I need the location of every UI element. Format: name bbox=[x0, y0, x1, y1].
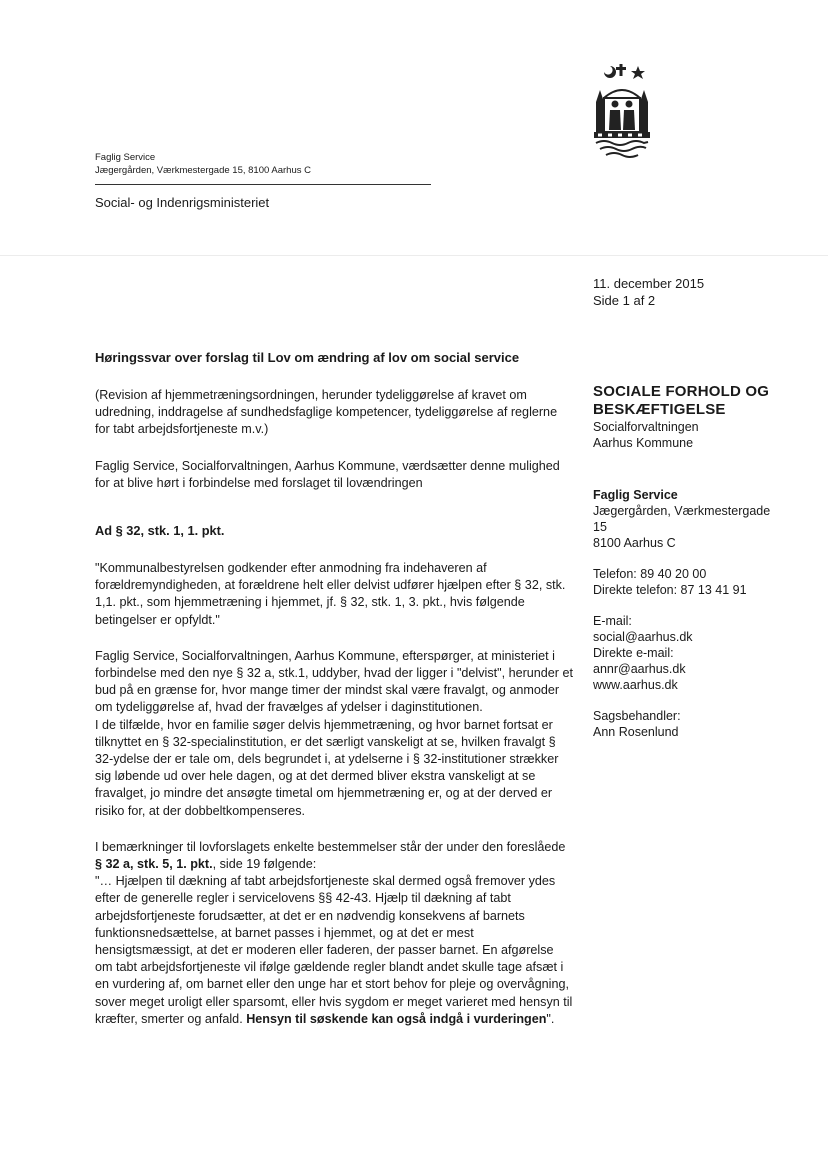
appreciation-paragraph: Faglig Service, Socialforvaltningen, Aarhus Kommune, værdsætter denne mulighed for at blive hørt i forbindelse med forslaget til lovændringen bbox=[95, 458, 560, 490]
office-address-line-3: 8100 Aarhus C bbox=[593, 536, 676, 550]
sender-block bbox=[95, 151, 311, 177]
office-name: Faglig Service bbox=[593, 488, 678, 502]
intro-paragraph: (Revision af hjemmetræningsordningen, herunder tydeliggørelse af kravet om udredning, inddragelse af sundhedsfaglige kompetencer, tydeliggørelse af reglerne for tabt arbejdsfortjeneste m.v.) bbox=[95, 388, 558, 437]
caseworker-label: Sagsbehandler: bbox=[593, 709, 681, 723]
unit-name: Socialforvaltningen bbox=[593, 420, 699, 434]
caseworker-name: Ann Rosenlund bbox=[593, 725, 679, 739]
letter-date: 11. december 2015 bbox=[593, 276, 705, 291]
recipient: Social- og Indenrigsministeriet bbox=[95, 195, 270, 210]
department-name-line-2: BESKÆFTIGELSE bbox=[593, 401, 726, 418]
quote-remarks-bold: Hensyn til søskende kan også indgå i vurderingen bbox=[246, 1011, 547, 1026]
quote-paragraph: "Kommunalbestyrelsen godkender efter anmodning fra indehaveren af forældremyndigheden, at forældrene helt eller delvist udfører hjælpen efter § 32, stk. 1,1. pkt., som hjemmetræning i hjemmet, jf. § 32, stk. 1, 3. pkt., hvis følgende betingelser er opfyldt." bbox=[95, 561, 566, 627]
office-address-line-2: 15 bbox=[593, 520, 607, 534]
remarks-text-b: , side 19 følgende: bbox=[212, 857, 317, 872]
sidebar-contact bbox=[593, 383, 803, 755]
address-divider bbox=[95, 184, 431, 185]
letter-body bbox=[95, 349, 573, 1028]
page-number: Side 1 af 2 bbox=[593, 293, 656, 308]
aarhus-coat-of-arms-logo bbox=[590, 62, 654, 162]
municipality-name: Aarhus Kommune bbox=[593, 436, 694, 450]
date-block bbox=[593, 275, 704, 309]
direct-email-link[interactable]: annr@aarhus.dk bbox=[593, 662, 686, 676]
email-link[interactable]: social@aarhus.dk bbox=[593, 630, 693, 644]
website-link[interactable]: www.aarhus.dk bbox=[593, 678, 678, 692]
letter-title: Høringssvar over forslag til Lov om ændring af lov om social service bbox=[95, 350, 520, 365]
quote-remarks-end: ". bbox=[546, 1011, 555, 1026]
department-name-line-1: SOCIALE FORHOLD OG bbox=[593, 383, 770, 400]
section-heading: Ad § 32, stk. 1, 1. pkt. bbox=[95, 523, 225, 539]
direct-email-label: Direkte e-mail: bbox=[593, 646, 674, 660]
request-paragraph: Faglig Service, Socialforvaltningen, Aarhus Kommune, efterspørger, at ministeriet i forbindelse med den nye § 32 a, stk.1, uddyber, hvad der ligger i "delvist", herunder et bud på en grænse for, hvor mange timer der mindst skal være fravalgt, og anmoder om tydeliggørelse af, hvad der fravælges af ydelser i daginstitutionen. bbox=[95, 648, 573, 715]
fold-line bbox=[0, 255, 828, 256]
remarks-bold-reference: § 32 a, stk. 5, 1. pkt. bbox=[95, 857, 213, 872]
quote-remarks-paragraph bbox=[95, 873, 573, 1028]
remarks-paragraph bbox=[95, 839, 573, 873]
phone: Telefon: 89 40 20 00 bbox=[593, 567, 707, 581]
sender-name: Faglig Service bbox=[95, 152, 156, 163]
cases-paragraph: I de tilfælde, hvor en familie søger delvis hjemmetræning, og hvor barnet fortsat er tilknyttet en § 32-specialinstitution, er det særligt vanskeligt at se, hvilken fravalgt § 32-ydelse der er tale om, dels begrundet i, at ydelserne i § 32-institutioner strækker sig løbende ud over hele dagen, og at det dermed bliver ekstra vanskeligt at se fravalget, jo mindre det ansøgte timetal om hjemmetræning er, og at der derved er risiko for, at der dobbeltkompenseres. bbox=[95, 717, 559, 818]
quote-remarks-text: "… Hjælpen til dækning af tabt arbejdsfortjeneste skal dermed også fremover ydes efter de generelle regler i servicelovens §§ 42-43. Hjælp til dækning af tabt arbejdsfortjeneste forudsætter, at det er en nødvendig konsekvens af barnets funktionsnedsættelse, at barnet passes i hjemmet, og at det er mest hensigtsmæssigt, at det er moderen eller faderen, der passer barnet. En afgørelse om tabt arbejdsfortjeneste vil ifølge gældende regler blandt andet skulle tage afsæt i en vurdering af, om barnet eller den unge har et stort behov for pleje og overvågning, sover meget uroligt eller sparsomt, eller hvis sygdom er meget varieret med hensyn til kræfter, smerter og anfald. bbox=[95, 874, 573, 1026]
email-label: E-mail: bbox=[593, 614, 632, 628]
office-address-line-1: Jægergården, Værkmestergade bbox=[593, 504, 771, 518]
direct-phone: Direkte telefon: 87 13 41 91 bbox=[593, 583, 747, 597]
sender-address: Jægergården, Værkmestergade 15, 8100 Aarhus C bbox=[95, 165, 311, 176]
remarks-text-a: I bemærkninger til lovforslagets enkelte bestemmelser står der under den foreslåede bbox=[95, 839, 566, 854]
